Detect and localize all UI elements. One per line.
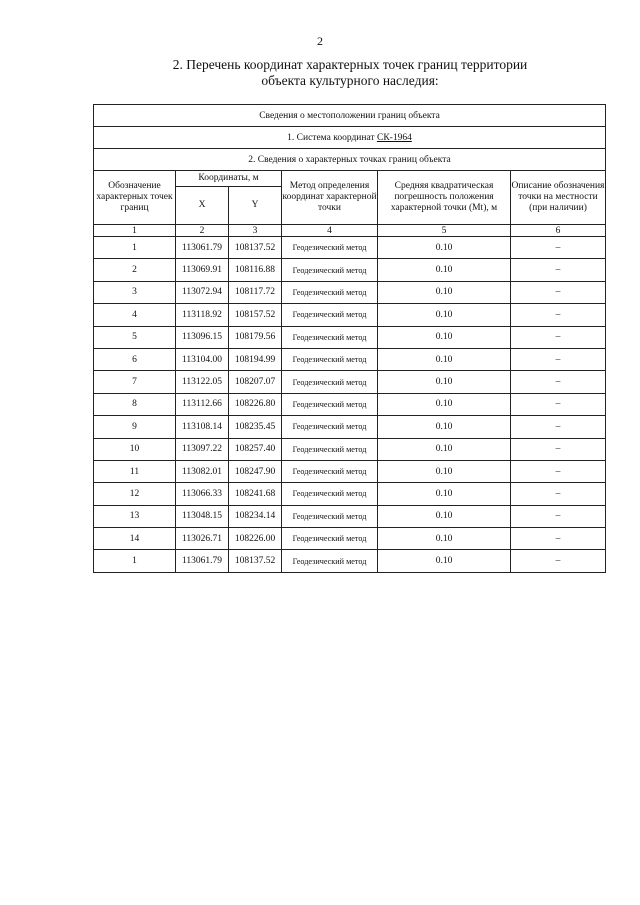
page-number: 2 bbox=[317, 34, 323, 48]
column-number: 1 bbox=[94, 225, 176, 237]
table-row bbox=[94, 505, 606, 527]
column-number: 5 bbox=[378, 225, 511, 237]
column-number: 2 bbox=[176, 225, 229, 237]
points-section-title: 2. Сведения о характерных точках границ объекта bbox=[94, 149, 606, 171]
x-coordinate-cell: 113108.14 bbox=[176, 416, 229, 438]
point-cell: 8 bbox=[94, 393, 176, 415]
title-line-1: 2. Перечень координат характерных точек границ территории bbox=[172, 57, 528, 72]
table-row bbox=[94, 483, 606, 505]
table-row bbox=[94, 550, 606, 572]
description-cell: – bbox=[511, 304, 606, 326]
y-coordinate-cell: 108194.99 bbox=[229, 348, 282, 370]
error-cell: 0.10 bbox=[378, 326, 511, 348]
point-cell: 5 bbox=[94, 326, 176, 348]
point-cell: 12 bbox=[94, 483, 176, 505]
method-cell: Геодезический метод bbox=[282, 393, 378, 415]
x-coordinate-cell: 113082.01 bbox=[176, 460, 229, 482]
method-cell: Геодезический метод bbox=[282, 505, 378, 527]
header-row-1 bbox=[94, 171, 606, 187]
error-cell: 0.10 bbox=[378, 348, 511, 370]
x-coordinate-cell: 113096.15 bbox=[176, 326, 229, 348]
points-section-row bbox=[94, 149, 606, 171]
y-coordinate-cell: 108207.07 bbox=[229, 371, 282, 393]
y-coordinate-cell: 108226.80 bbox=[229, 393, 282, 415]
table-row bbox=[94, 371, 606, 393]
table-row bbox=[94, 237, 606, 259]
header-point: Обозначение характерных точек границ bbox=[94, 171, 176, 225]
method-cell: Геодезический метод bbox=[282, 326, 378, 348]
method-cell: Геодезический метод bbox=[282, 259, 378, 281]
error-cell: 0.10 bbox=[378, 393, 511, 415]
point-cell: 11 bbox=[94, 460, 176, 482]
y-coordinate-cell: 108235.45 bbox=[229, 416, 282, 438]
column-number-row bbox=[94, 225, 606, 237]
table-caption: Сведения о местоположении границ объекта bbox=[94, 105, 606, 127]
x-coordinate-cell: 113069.91 bbox=[176, 259, 229, 281]
error-cell: 0.10 bbox=[378, 416, 511, 438]
point-cell: 2 bbox=[94, 259, 176, 281]
method-cell: Геодезический метод bbox=[282, 237, 378, 259]
table-row bbox=[94, 281, 606, 303]
point-cell: 1 bbox=[94, 550, 176, 572]
description-cell: – bbox=[511, 371, 606, 393]
method-cell: Геодезический метод bbox=[282, 438, 378, 460]
error-cell: 0.10 bbox=[378, 237, 511, 259]
method-cell: Геодезический метод bbox=[282, 460, 378, 482]
description-cell: – bbox=[511, 416, 606, 438]
x-coordinate-cell: 113072.94 bbox=[176, 281, 229, 303]
x-coordinate-cell: 113061.79 bbox=[176, 550, 229, 572]
x-coordinate-cell: 113061.79 bbox=[176, 237, 229, 259]
description-cell: – bbox=[511, 281, 606, 303]
x-coordinate-cell: 113122.05 bbox=[176, 371, 229, 393]
y-coordinate-cell: 108116.88 bbox=[229, 259, 282, 281]
error-cell: 0.10 bbox=[378, 304, 511, 326]
error-cell: 0.10 bbox=[378, 259, 511, 281]
point-cell: 10 bbox=[94, 438, 176, 460]
description-cell: – bbox=[511, 550, 606, 572]
point-cell: 3 bbox=[94, 281, 176, 303]
table-caption-row bbox=[94, 105, 606, 127]
error-cell: 0.10 bbox=[378, 281, 511, 303]
table-row bbox=[94, 416, 606, 438]
coordinates-table bbox=[93, 104, 606, 573]
table-row bbox=[94, 348, 606, 370]
description-cell: – bbox=[511, 483, 606, 505]
x-coordinate-cell: 113066.33 bbox=[176, 483, 229, 505]
header-description: Описание обозначения точки на местности (при наличии) bbox=[511, 171, 606, 225]
y-coordinate-cell: 108257.40 bbox=[229, 438, 282, 460]
table-row bbox=[94, 438, 606, 460]
x-coordinate-cell: 113112.66 bbox=[176, 393, 229, 415]
header-error: Средняя квадратическая погрешность положения характерной точки (Мt), м bbox=[378, 171, 511, 225]
method-cell: Геодезический метод bbox=[282, 416, 378, 438]
point-cell: 13 bbox=[94, 505, 176, 527]
table-row bbox=[94, 460, 606, 482]
coordinate-system bbox=[94, 127, 606, 149]
x-coordinate-cell: 113104.00 bbox=[176, 348, 229, 370]
description-cell: – bbox=[511, 348, 606, 370]
point-cell: 4 bbox=[94, 304, 176, 326]
method-cell: Геодезический метод bbox=[282, 483, 378, 505]
x-coordinate-cell: 113048.15 bbox=[176, 505, 229, 527]
table-row bbox=[94, 528, 606, 550]
y-coordinate-cell: 108137.52 bbox=[229, 550, 282, 572]
description-cell: – bbox=[511, 438, 606, 460]
table-row bbox=[94, 259, 606, 281]
header-y: Y bbox=[229, 187, 282, 225]
coordinate-system-row bbox=[94, 127, 606, 149]
header-method: Метод определения координат характерной точки bbox=[282, 171, 378, 225]
error-cell: 0.10 bbox=[378, 371, 511, 393]
coordinate-system-label: 1. Система координат bbox=[287, 132, 377, 143]
error-cell: 0.10 bbox=[378, 528, 511, 550]
method-cell: Геодезический метод bbox=[282, 304, 378, 326]
y-coordinate-cell: 108234.14 bbox=[229, 505, 282, 527]
error-cell: 0.10 bbox=[378, 550, 511, 572]
method-cell: Геодезический метод bbox=[282, 371, 378, 393]
page-title bbox=[120, 57, 580, 89]
point-cell: 6 bbox=[94, 348, 176, 370]
description-cell: – bbox=[511, 528, 606, 550]
y-coordinate-cell: 108226.00 bbox=[229, 528, 282, 550]
y-coordinate-cell: 108179.56 bbox=[229, 326, 282, 348]
error-cell: 0.10 bbox=[378, 505, 511, 527]
description-cell: – bbox=[511, 460, 606, 482]
coordinate-system-value: СК-1964 bbox=[376, 132, 412, 143]
header-coordinates: Координаты, м bbox=[176, 171, 282, 187]
error-cell: 0.10 bbox=[378, 483, 511, 505]
x-coordinate-cell: 113026.71 bbox=[176, 528, 229, 550]
point-cell: 7 bbox=[94, 371, 176, 393]
description-cell: – bbox=[511, 393, 606, 415]
point-cell: 14 bbox=[94, 528, 176, 550]
description-cell: – bbox=[511, 259, 606, 281]
method-cell: Геодезический метод bbox=[282, 550, 378, 572]
point-cell: 9 bbox=[94, 416, 176, 438]
table-row bbox=[94, 326, 606, 348]
method-cell: Геодезический метод bbox=[282, 281, 378, 303]
table-row bbox=[94, 304, 606, 326]
y-coordinate-cell: 108157.52 bbox=[229, 304, 282, 326]
description-cell: – bbox=[511, 505, 606, 527]
x-coordinate-cell: 113097.22 bbox=[176, 438, 229, 460]
table-row bbox=[94, 393, 606, 415]
x-coordinate-cell: 113118.92 bbox=[176, 304, 229, 326]
method-cell: Геодезический метод bbox=[282, 528, 378, 550]
y-coordinate-cell: 108247.90 bbox=[229, 460, 282, 482]
y-coordinate-cell: 108137.52 bbox=[229, 237, 282, 259]
header-x: X bbox=[176, 187, 229, 225]
column-number: 6 bbox=[511, 225, 606, 237]
title-line-2: объекта культурного наследия: bbox=[261, 73, 439, 88]
error-cell: 0.10 bbox=[378, 460, 511, 482]
point-cell: 1 bbox=[94, 237, 176, 259]
column-number: 4 bbox=[282, 225, 378, 237]
column-number: 3 bbox=[229, 225, 282, 237]
description-cell: – bbox=[511, 326, 606, 348]
method-cell: Геодезический метод bbox=[282, 348, 378, 370]
error-cell: 0.10 bbox=[378, 438, 511, 460]
y-coordinate-cell: 108241.68 bbox=[229, 483, 282, 505]
y-coordinate-cell: 108117.72 bbox=[229, 281, 282, 303]
description-cell: – bbox=[511, 237, 606, 259]
